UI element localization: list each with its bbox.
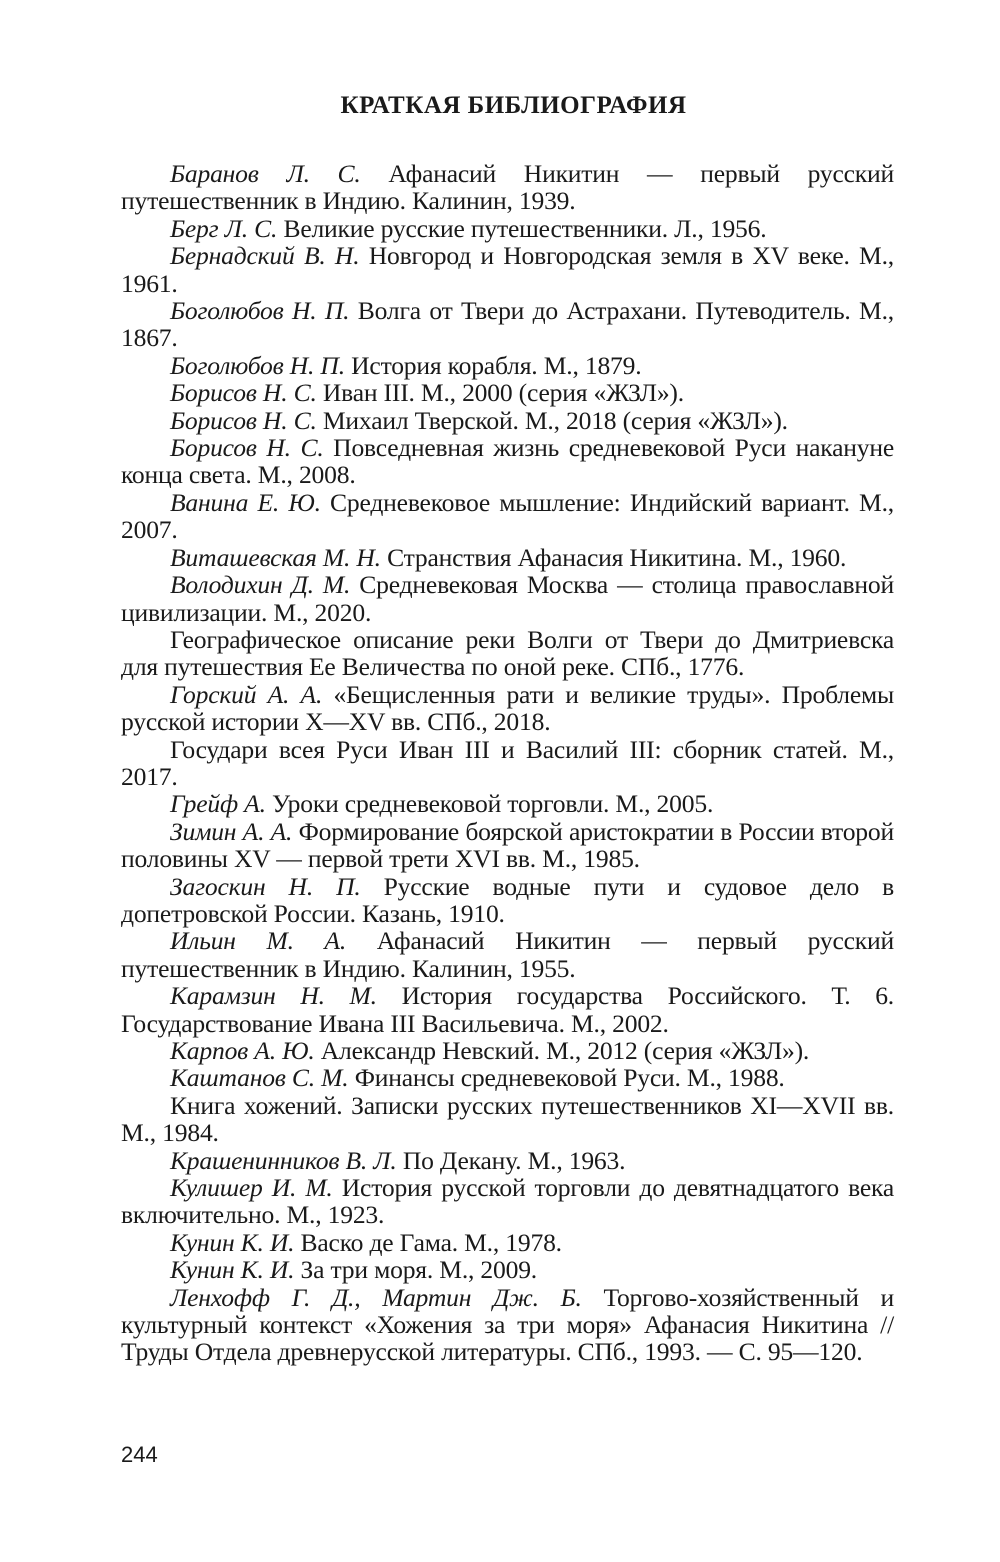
entry-text: По Декану. М., 1963. xyxy=(402,1145,626,1175)
entry-author: Боголюбов Н. П. xyxy=(170,296,350,326)
page-number: 244 xyxy=(121,1442,158,1467)
entry-text: Торгово-хозяйственный и культурный контекст «Хожения за три моря» Афанасия Никитина // Труды Отдела древнерусской литературы. СПб., 1993. — С. 95—120. xyxy=(121,1282,894,1367)
entry-text: Книга хожений. Записки русских путешественников XI—XVII вв. М., 1984. xyxy=(121,1090,894,1148)
entry-author: Карамзин Н. М. xyxy=(170,981,377,1011)
entry-text: Новгород и Новгородская земля в XV веке. М., 1961. xyxy=(121,241,894,298)
entry-author: Карпов А. Ю. xyxy=(170,1036,315,1065)
entry-text: Повседневная жизнь средневековой Руси накануне конца света. М., 2008. xyxy=(121,433,895,490)
entry-text: Средневековая Москва — столица православной цивилизации. М., 2020. xyxy=(121,570,894,627)
bibliography-entry xyxy=(121,160,894,215)
bibliography-entry xyxy=(121,1147,894,1174)
bibliography-entry xyxy=(121,1064,894,1091)
entry-author: Бернадский В. Н. xyxy=(170,241,360,271)
bibliography-entry xyxy=(121,242,894,297)
bibliography-entry xyxy=(121,1174,894,1229)
entry-text: Великие русские путешественники. Л., 1956. xyxy=(283,213,767,243)
entry-text: За три моря. М., 2009. xyxy=(300,1255,537,1285)
bibliography-entry xyxy=(121,1229,894,1256)
entry-text: История государства Российского. Т. 6. Государствование Ивана III Васильевича. М., 2002. xyxy=(121,981,895,1038)
entry-author: Зимин А. А. xyxy=(170,816,293,846)
bibliography-entry xyxy=(121,873,894,928)
entry-text: Васко де Гама. М., 1978. xyxy=(300,1227,562,1257)
entry-author: Крашенинников В. Л. xyxy=(170,1145,397,1175)
entry-text: Странствия Афанасия Никитина. М., 1960. xyxy=(387,542,847,572)
entry-author: Ленхофф Г. Д., Мартин Дж. Б. xyxy=(170,1282,582,1312)
bibliography-entry xyxy=(121,818,894,873)
entry-text: Уроки средневековой торговли. М., 2005. xyxy=(272,789,714,819)
bibliography-entry xyxy=(121,379,894,406)
entry-author: Баранов Л. С. xyxy=(170,159,361,188)
bibliography-entry xyxy=(121,1256,894,1283)
page-title: КРАТКАЯ БИБЛИОГРАФИЯ xyxy=(340,92,687,119)
bibliography-entry xyxy=(121,790,894,817)
entry-author: Володихин Д. М. xyxy=(170,570,351,600)
entry-author: Кунин К. И. xyxy=(170,1255,295,1285)
entry-text: Иван III. М., 2000 (серия «ЖЗЛ»). xyxy=(322,378,684,408)
bibliography-entry xyxy=(121,544,894,571)
entry-text: Финансы средневековой Руси. М., 1988. xyxy=(354,1063,785,1093)
entry-author: Кулишер И. М. xyxy=(170,1173,333,1203)
entry-text: Формирование боярской аристократии в России второй половины XV — первой трети XVI вв. М., 1985. xyxy=(121,816,894,874)
entry-text: Географическое описание реки Волги от Твери до Дмитриевска для путешествия Ее Величества по оной реке. СПб., 1776. xyxy=(121,624,894,682)
bibliography-page xyxy=(121,92,894,1366)
entry-author: Загоскин Н. П. xyxy=(170,871,361,901)
entry-text: Афанасий Никитин — первый русский путешественник в Индию. Калинин, 1955. xyxy=(121,926,894,983)
entry-text: Александр Невский. М., 2012 (серия «ЖЗЛ»). xyxy=(320,1036,810,1065)
entry-author: Каштанов С. М. xyxy=(170,1063,349,1093)
entry-text: История русской торговли до девятнадцатого века включительно. М., 1923. xyxy=(121,1173,894,1230)
bibliography-entry xyxy=(121,1284,894,1366)
bibliography-entry xyxy=(121,1092,894,1147)
entry-text: История корабля. М., 1879. xyxy=(351,350,642,380)
bibliography-entry xyxy=(121,927,894,982)
bibliography-entry xyxy=(121,982,894,1037)
bibliography-entry xyxy=(121,1037,894,1064)
entry-text: Средневековое мышление: Индийский вариант. М., 2007. xyxy=(121,487,894,545)
entry-text: Русские водные пути и судовое дело в допетровской России. Казань, 1910. xyxy=(121,871,894,928)
bibliography-entry xyxy=(121,215,894,242)
bibliography-list xyxy=(121,160,894,1366)
entry-author: Горский А. А. xyxy=(170,679,323,709)
entry-author: Кунин К. И. xyxy=(170,1227,295,1257)
entry-author: Боголюбов Н. П. xyxy=(170,350,345,380)
bibliography-entry xyxy=(121,571,894,626)
entry-author: Ванина Е. Ю. xyxy=(170,487,321,517)
entry-author: Берг Л. С. xyxy=(170,213,278,243)
entry-author: Борисов Н. С. xyxy=(170,378,317,408)
entry-author: Борисов Н. С. xyxy=(170,405,317,435)
entry-author: Грейф А. xyxy=(170,789,266,819)
entry-text: «Бещисленныя рати и великие труды». Проблемы русской истории X—XV вв. СПб., 2018. xyxy=(121,679,895,737)
entry-text: Волга от Твери до Астрахани. Путеводитель. М., 1867. xyxy=(121,296,894,353)
entry-author: Ильин М. А. xyxy=(170,926,347,956)
bibliography-entry xyxy=(121,736,894,791)
entry-author: Виташевская М. Н. xyxy=(170,542,381,572)
entry-text: Государи всея Руси Иван III и Василий III: сборник статей. М., 2017. xyxy=(121,734,894,791)
bibliography-entry xyxy=(121,352,894,379)
bibliography-entry xyxy=(121,626,894,681)
entry-text: Афанасий Никитин — первый русский путешественник в Индию. Калинин, 1939. xyxy=(121,159,894,216)
entry-author: Борисов Н. С. xyxy=(170,433,324,463)
bibliography-entry xyxy=(121,407,894,434)
bibliography-entry xyxy=(121,434,894,489)
bibliography-entry xyxy=(121,297,894,352)
entry-text: Михаил Тверской. М., 2018 (серия «ЖЗЛ»). xyxy=(322,405,788,435)
bibliography-entry xyxy=(121,681,894,736)
bibliography-entry xyxy=(121,489,894,544)
